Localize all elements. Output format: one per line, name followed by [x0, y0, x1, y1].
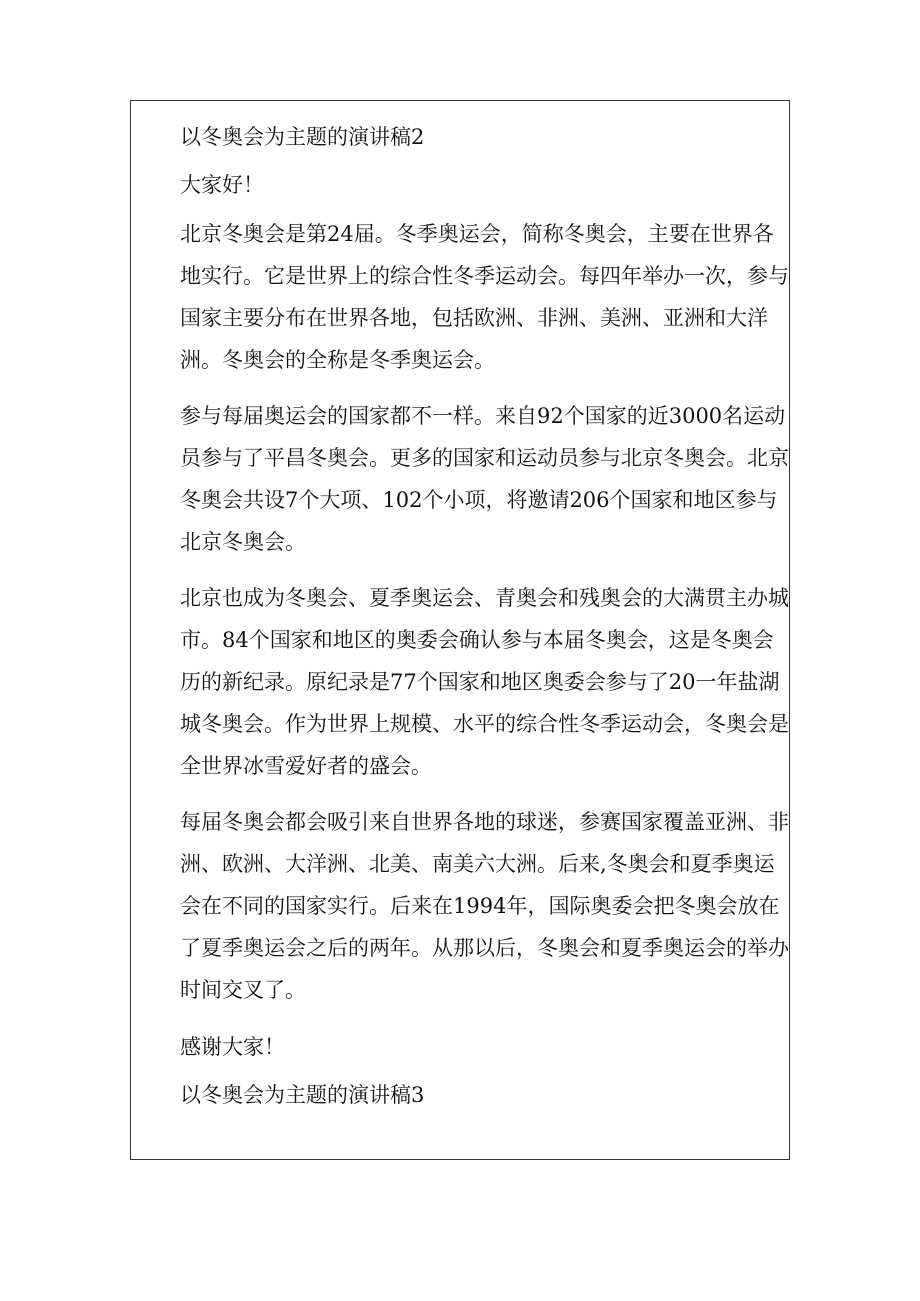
paragraph-3-text: 北京也成为冬奥会、夏季奥运会、青奥会和残奥会的大满贯主办城市。84个国家和地区的奥委会确认参与本届冬奥会，这是冬奥会历的新纪录。原纪录是77个国家和地区奥委会参与了20一年盐湖城冬奥会。作为世界上规模、水平的综合性冬季运动会，冬奥会是全世界冰雪爱好者的盛会。	[180, 586, 789, 778]
greeting: 大家好！	[180, 173, 264, 197]
speech-title-3: 以冬奥会为主题的演讲稿3	[180, 1083, 425, 1107]
paragraph-1	[131, 213, 790, 381]
paragraph-3	[131, 577, 790, 787]
paragraph-4	[131, 801, 790, 1011]
paragraph-4-text: 每届冬奥会都会吸引来自世界各地的球迷，参赛国家覆盖亚洲、非洲、欧洲、大洋洲、北美、南美六大洲。后来,冬奥会和夏季奥运会在不同的国家实行。后来在1994年，国际奥委会把冬奥会放在了夏季奥运会之后的两年。从那以后，冬奥会和夏季奥运会的举办时间交叉了。	[180, 810, 789, 1002]
speech-title-2: 以冬奥会为主题的演讲稿2	[180, 125, 425, 149]
paragraph-1-text: 北京冬奥会是第24届。冬季奥运会，简称冬奥会，主要在世界各地实行。它是世界上的综合性冬季运动会。每四年举办一次，参与国家主要分布在世界各地，包括欧洲、非洲、美洲、亚洲和大洋洲。冬奥会的全称是冬季奥运会。	[180, 222, 789, 372]
page-frame	[130, 100, 790, 1160]
document-body	[180, 115, 790, 1117]
closing: 感谢大家！	[180, 1035, 285, 1059]
paragraph-2	[131, 395, 790, 563]
paragraph-2-text: 参与每届奥运会的国家都不一样。来自92个国家的近3000名运动员参与了平昌冬奥会。更多的国家和运动员参与北京冬奥会。北京冬奥会共设7个大项、102个小项，将邀请206个国家和地区参与北京冬奥会。	[180, 404, 789, 554]
